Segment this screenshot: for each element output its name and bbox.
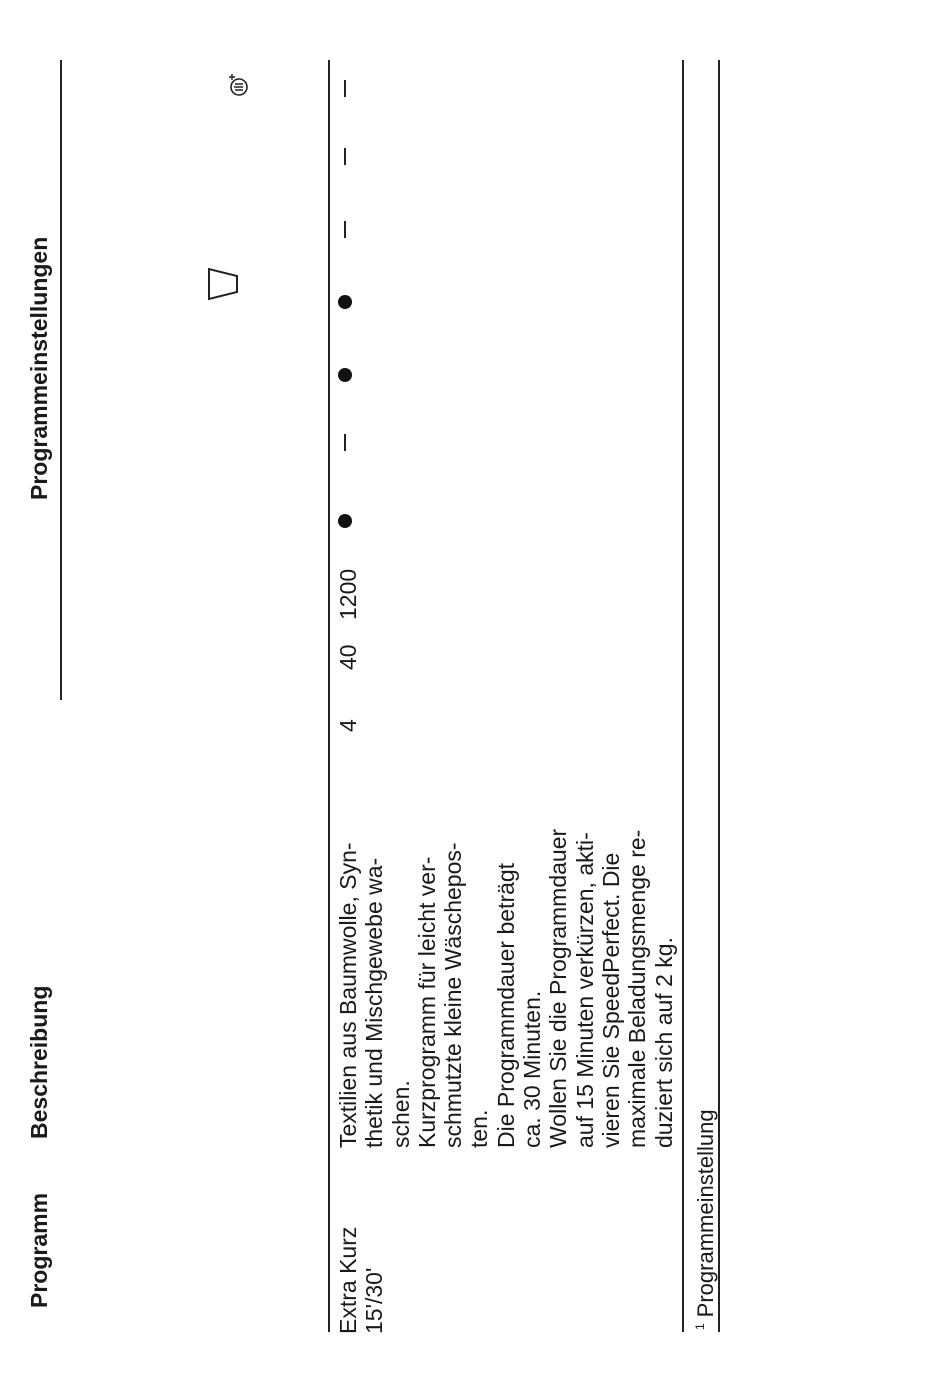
option-dash bbox=[344, 221, 346, 238]
temperature-value: 40 bbox=[335, 644, 361, 670]
description-line: schmutzte kleine Wäschepos- bbox=[440, 842, 467, 1148]
drum-icon bbox=[206, 264, 240, 304]
description-line: thetik und Mischgewebe wa- bbox=[361, 857, 388, 1148]
settings-header-rule bbox=[60, 60, 62, 700]
option-dot bbox=[338, 368, 352, 382]
description-line: Wollen Sie die Programmdauer bbox=[545, 828, 572, 1148]
header-description: Beschreibung bbox=[26, 985, 52, 1139]
description-line: Kurzprogramm für leicht ver- bbox=[413, 856, 440, 1148]
description-line: schen. bbox=[387, 1080, 414, 1148]
spin-value: 1200 bbox=[335, 568, 361, 620]
option-dash bbox=[344, 80, 346, 97]
description-line: Die Programmdauer beträgt bbox=[492, 862, 519, 1148]
program-duration: 15'/30' bbox=[361, 1267, 388, 1334]
speed-plus-icon bbox=[224, 70, 254, 102]
description-line: duziert sich auf 2 kg. bbox=[650, 937, 677, 1148]
description-cell bbox=[335, 829, 677, 1148]
header-program: Programm bbox=[26, 1192, 52, 1308]
load-value: 4 bbox=[335, 719, 361, 732]
description-line: vieren Sie SpeedPerfect. Die bbox=[597, 852, 624, 1148]
footnote-text: Programmeinstellung bbox=[693, 1109, 718, 1318]
table-bottom-rule bbox=[682, 60, 684, 1332]
program-cell bbox=[335, 1227, 388, 1334]
description-line: Textilien aus Baumwolle, Syn- bbox=[335, 842, 361, 1148]
header-row-rule bbox=[328, 60, 330, 1332]
option-dot bbox=[338, 514, 352, 528]
footnote bbox=[693, 1109, 719, 1330]
footnote-marker: 1 bbox=[693, 1323, 707, 1330]
description-line: ten. bbox=[466, 1109, 493, 1148]
program-name: Extra Kurz bbox=[335, 1226, 361, 1334]
description-line: ca. 30 Minuten. bbox=[519, 990, 546, 1148]
description-line: maximale Beladungsmenge re- bbox=[624, 829, 651, 1148]
option-dash bbox=[344, 148, 346, 165]
option-dash bbox=[344, 434, 346, 451]
description-line: auf 15 Minuten verkürzen, akti- bbox=[571, 832, 598, 1148]
page-bottom-rule bbox=[718, 60, 720, 1332]
header-settings: Programmeinstellungen bbox=[26, 236, 52, 500]
option-dot bbox=[338, 295, 352, 309]
